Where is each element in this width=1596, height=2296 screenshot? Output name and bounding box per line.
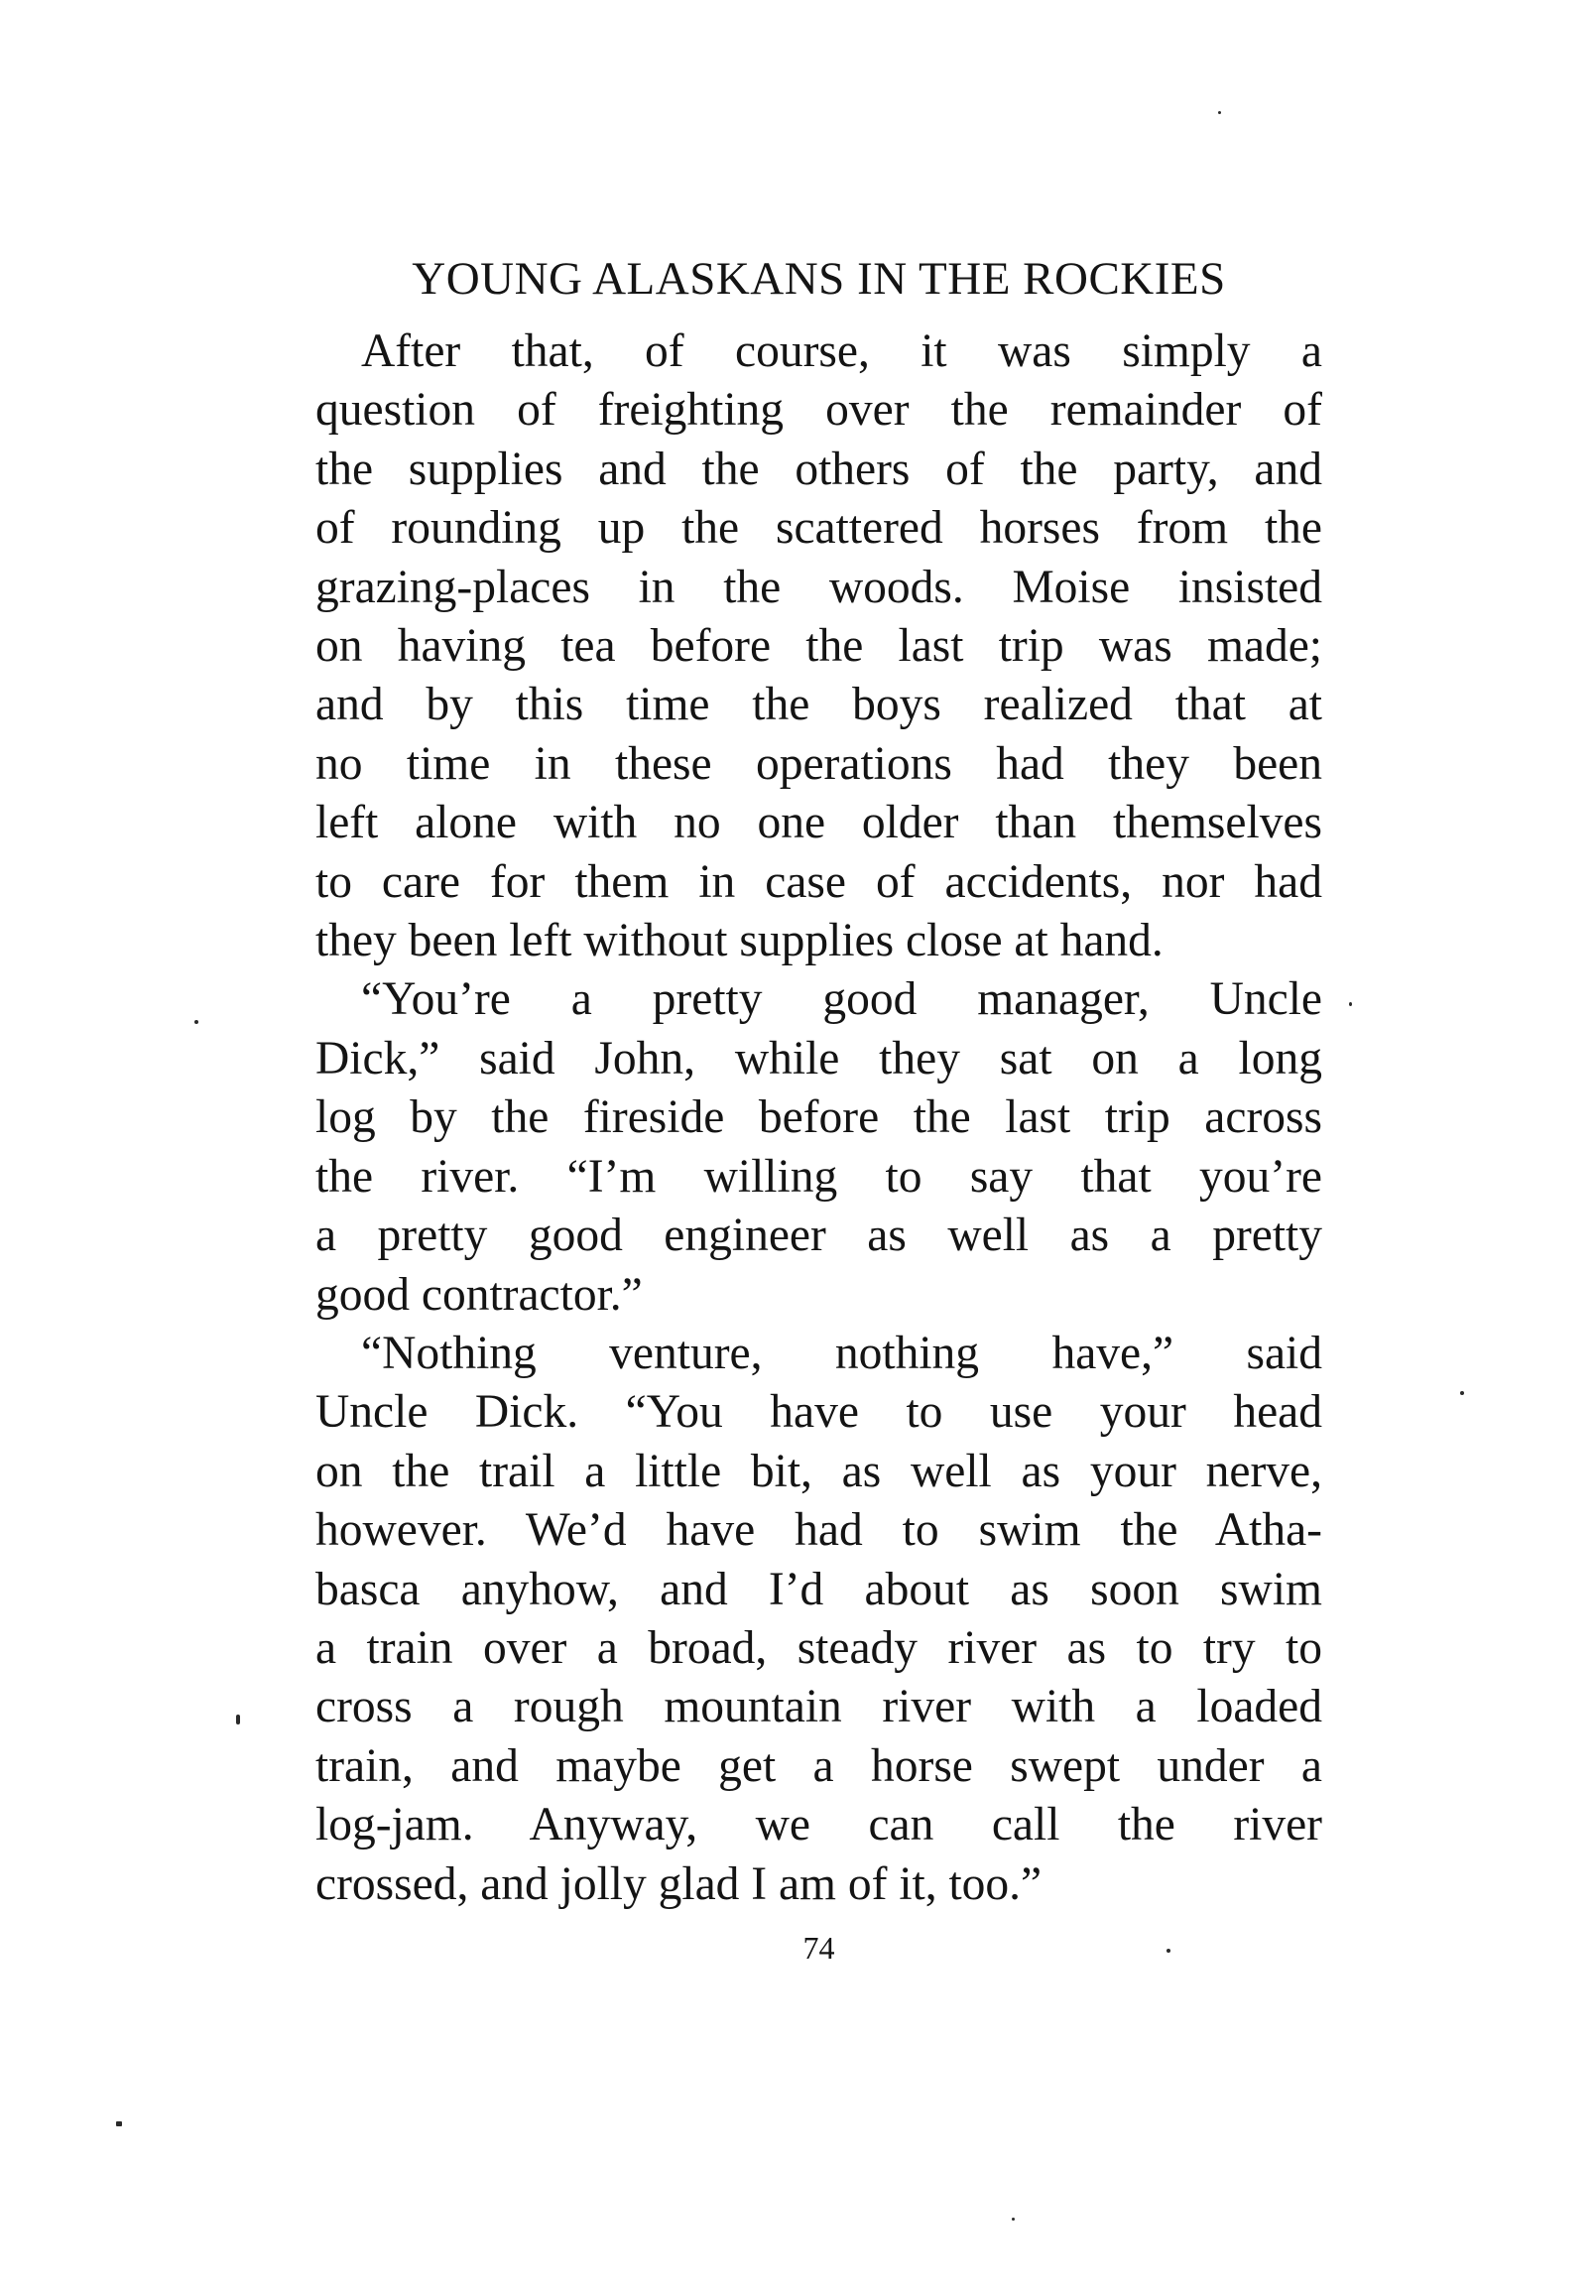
text-line: they been left without supplies close at hand. [315, 915, 1164, 967]
text-line: crossed, and jolly glad I am of it, too.” [315, 1857, 1043, 1910]
scan-speck [116, 2121, 122, 2126]
text-line: on having tea before the last trip was made; [315, 620, 1322, 673]
text-line: train, and maybe get a horse swept under a [315, 1739, 1322, 1792]
paragraph-3 [315, 1325, 1322, 1914]
text-line: log by the fireside before the last trip across [315, 1091, 1322, 1144]
text-line: question of freighting over the remainder of [315, 384, 1322, 437]
scan-speck [1012, 2218, 1015, 2221]
text-line: good contractor.” [315, 1268, 643, 1321]
text-line: After that, of course, it was simply a [361, 325, 1322, 377]
scan-speck [1166, 1949, 1170, 1953]
text-line: a pretty good engineer as well as a pretty [315, 1210, 1322, 1262]
text-line: Dick,” said John, while they sat on a long [315, 1032, 1322, 1084]
text-line: log-jam. Anyway, we can call the river [315, 1799, 1322, 1851]
text-line: a train over a broad, steady river as to try to [315, 1621, 1322, 1674]
page-number: 74 [802, 1929, 835, 1966]
scan-speck [1349, 1002, 1352, 1006]
text-line: basca anyhow, and I’d about as soon swim [315, 1563, 1322, 1615]
text-line: the river. “I’m willing to say that you’re [315, 1150, 1322, 1203]
text-line: grazing-places in the woods. Moise insisted [315, 561, 1322, 613]
text-line: however. We’d have had to swim the Atha- [315, 1504, 1322, 1557]
paragraph-1 [315, 322, 1322, 970]
text-line: left alone with no one older than themselves [315, 797, 1322, 849]
running-head: YOUNG ALASKANS IN THE ROCKIES [412, 253, 1226, 305]
text-line: “You’re a pretty good manager, Uncle [361, 973, 1322, 1026]
text-line: of rounding up the scattered horses from the [315, 502, 1322, 555]
scan-speck [194, 1020, 198, 1024]
text-line: “Nothing venture, nothing have,” said [361, 1327, 1322, 1379]
text-line: the supplies and the others of the party, and [315, 443, 1322, 495]
text-line: on the trail a little bit, as well as your nerve, [315, 1445, 1322, 1497]
text-line: Uncle Dick. “You have to use your head [315, 1386, 1322, 1439]
scan-speck [1460, 1391, 1464, 1395]
paragraph-2 [315, 970, 1322, 1324]
book-page [315, 243, 1322, 1968]
text-line: no time in these operations had they been [315, 737, 1322, 790]
text-line: cross a rough mountain river with a loaded [315, 1681, 1322, 1733]
text-line: to care for them in case of accidents, nor had [315, 855, 1322, 908]
scan-speck [1218, 111, 1221, 114]
text-line: and by this time the boys realized that at [315, 679, 1322, 731]
scan-speck [236, 1715, 240, 1724]
